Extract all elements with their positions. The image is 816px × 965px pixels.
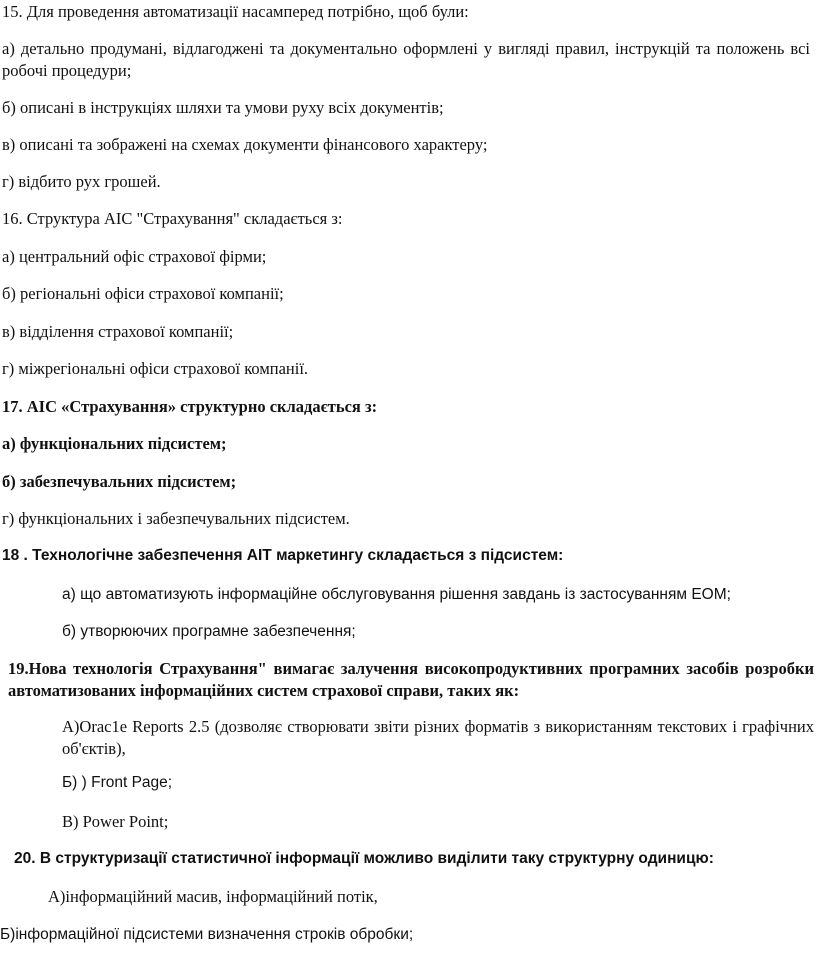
q19-option-b: Б) ) Front Page;: [62, 774, 173, 791]
q18-title: 18 . Технологічне забезпечення АІТ маркетингу складається з підсистем:: [2, 547, 564, 564]
q15-option-c: в) описані та зображені на схемах документи фінансового характеру;: [2, 135, 488, 154]
q18-option-b: б) утворюючих програмне забезпечення;: [62, 623, 356, 640]
q17-option-c: г) функціональних і забезпечувальних підсистем.: [2, 509, 350, 528]
q15-option-b: б) описані в інструкціях шляхи та умови руху всіх документів;: [2, 98, 444, 117]
q19-title: 19.Нова технологія Страхування" вимагає залучення високопродуктивних програмних засобів розробки автоматизованих інформаційних систем страхової справи, таких як:: [8, 659, 814, 700]
q20-option-a: А)інформаційний масив, інформаційний потік,: [48, 887, 378, 906]
q17-title: 17. АІС «Страхування» структурно складається з:: [2, 397, 378, 416]
q19-option-c: В) Power Point;: [62, 812, 169, 831]
q17-option-a: а) функціональних підсистем;: [2, 434, 227, 453]
q20-option-b: Б)інформаційної підсистеми визначення строків обробки;: [0, 926, 414, 943]
q20-title: 20. В структуризації статистичної інформації можливо виділити таку структурну одиницю:: [14, 850, 714, 867]
q16-option-b: б) регіональні офіси страхової компанії;: [2, 284, 284, 303]
q15-option-d: г) відбито рух грошей.: [2, 172, 161, 191]
q17-option-b: б) забезпечувальних підсистем;: [2, 472, 237, 491]
q16-option-c: в) відділення страхової компанії;: [2, 322, 234, 341]
q16-title: 16. Структура АІС "Страхування" складається з:: [2, 209, 343, 228]
q16-option-d: г) міжрегіональні офіси страхової компанії.: [2, 359, 309, 378]
q18-option-a: а) що автоматизують інформаційне обслуговування рішення завдань із застосуванням ЕОМ;: [62, 586, 731, 603]
q19-option-a: А)Orac1e Reports 2.5 (дозволяє створювати звіти різних форматів з використанням текстових і графічних об'єктів),: [62, 717, 814, 758]
q16-option-a: а) центральний офіс страхової фірми;: [2, 247, 267, 266]
q15-option-a: а) детально продумані, відлагоджені та документально оформлені у вигляді правил, інструкцій та положень всі робочі процедури;: [2, 39, 810, 80]
q15-title: 15. Для проведення автоматизації насамперед потрібно, щоб були:: [2, 2, 469, 21]
